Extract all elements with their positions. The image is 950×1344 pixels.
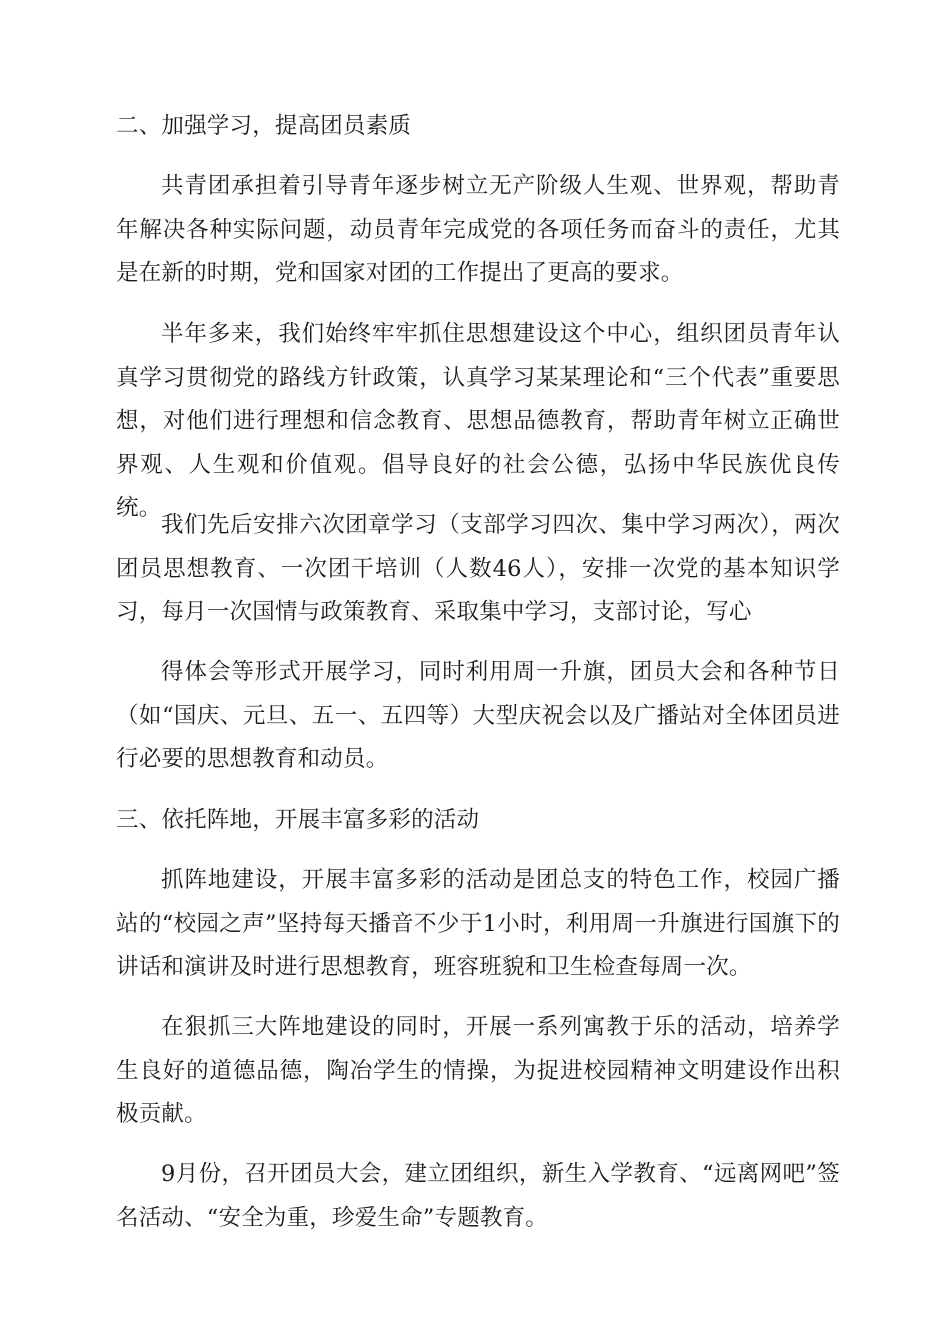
paragraph-3: 我们先后安排六次团章学习（支部学习四次、集中学习两次），两次团员思想教育、一次团干培训（人数46人），安排一次党的基本知识学习，每月一次国情与政策教育、采取集中学习，支部讨论，写心 [116, 512, 840, 625]
section-heading-3: 三、依托阵地，开展丰富多彩的活动 [116, 807, 480, 833]
paragraph-4: 得体会等形式开展学习，同时利用周一升旗，团员大会和各种节日（如“国庆、元旦、五一、五四等）大型庆祝会以及广播站对全体团员进行必要的思想教育和动员。 [116, 659, 840, 772]
paragraph-7: 9月份，召开团员大会，建立团组织，新生入学教育、“远离网吧”签名活动、“安全为重，珍爱生命”专题教育。 [116, 1161, 840, 1231]
paragraph-2: 半年多来，我们始终牢牢抓住思想建设这个中心，组织团员青年认真学习贯彻党的路线方针政策，认真学习某某理论和“三个代表”重要思想，对他们进行理想和信念教育、思想品德教育，帮助青年树立正确世界观、人生观和价值观。倡导良好的社会公德，弘扬中华民族优良传统。 [116, 321, 840, 521]
paragraph-5: 抓阵地建设，开展丰富多彩的活动是团总支的特色工作，校园广播站的“校园之声”坚持每天播音不少于1小时，利用周一升旗进行国旗下的讲话和演讲及时进行思想教育，班容班貌和卫生检查每周一次。 [116, 867, 840, 980]
paragraph-6: 在狠抓三大阵地建设的同时，开展一系列寓教于乐的活动，培养学生良好的道德品德，陶冶学生的情操，为捉进校园精神文明建设作出积极贡献。 [116, 1014, 840, 1127]
paragraph-1: 共青团承担着引导青年逐步树立无产阶级人生观、世界观，帮助青年解决各种实际问题，动员青年完成党的各项任务而奋斗的责任，尤其是在新的时期，党和国家对团的工作提出了更高的要求。 [116, 173, 840, 286]
section-heading-2: 二、加强学习，提高团员素质 [116, 113, 412, 139]
